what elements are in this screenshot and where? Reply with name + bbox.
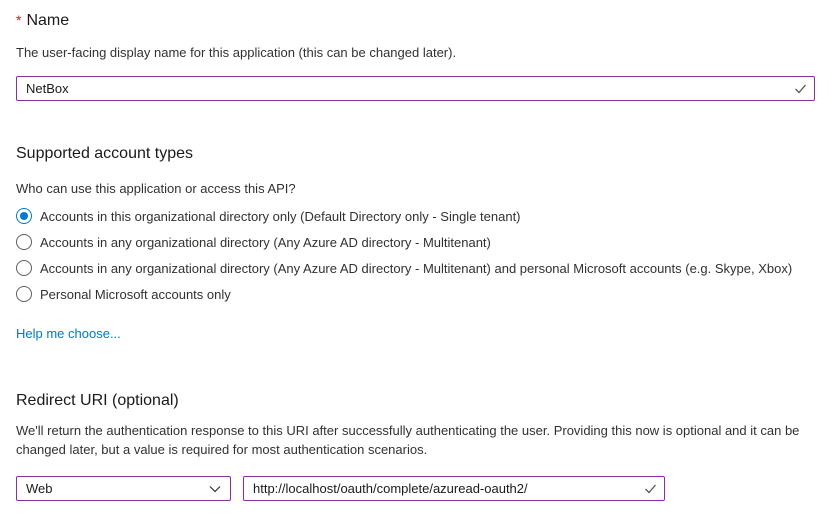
account-types-radio-group: [16, 203, 815, 307]
radio-option-label: Personal Microsoft accounts only: [40, 286, 231, 302]
radio-option-personal-only[interactable]: [16, 281, 815, 307]
radio-button-icon: [16, 234, 32, 250]
account-types-question: Who can use this application or access this API?: [16, 181, 296, 196]
name-input-wrap: [16, 76, 815, 101]
account-types-title: Supported account types: [16, 145, 194, 162]
redirect-uri-valid-check-icon: [644, 483, 657, 494]
radio-button-icon: [16, 286, 32, 302]
name-input[interactable]: [16, 76, 815, 101]
redirect-uri-title: Redirect URI (optional): [16, 392, 179, 409]
name-description: The user-facing display name for this application (this can be changed later).: [16, 45, 457, 60]
name-valid-check-icon: [794, 83, 807, 94]
radio-option-label: Accounts in any organizational directory (Any Azure AD directory - Multitenant) and personal Microsoft accounts (e.g. Skype, Xbox): [40, 260, 793, 276]
radio-option-single-tenant[interactable]: [16, 203, 815, 229]
radio-option-label: Accounts in this organizational directory only (Default Directory only - Single tenant): [40, 208, 521, 224]
radio-button-icon: [16, 208, 32, 224]
redirect-uri-description: We'll return the authentication response to this URI after successfully authenticating the user. Providing this now is optional and it can be changed later, but a value is required for most authentication scenarios.: [16, 423, 800, 457]
platform-dropdown-value: Web: [26, 481, 53, 496]
required-asterisk: *: [16, 12, 22, 28]
platform-dropdown[interactable]: [16, 476, 231, 501]
name-title-text: Name: [26, 12, 70, 29]
redirect-uri-input-wrap: [243, 476, 665, 501]
radio-option-multitenant-personal[interactable]: [16, 255, 815, 281]
radio-button-icon: [16, 260, 32, 276]
help-me-choose-link[interactable]: Help me choose...: [16, 326, 121, 341]
radio-option-multitenant[interactable]: [16, 229, 815, 255]
name-section-title: [16, 0, 815, 31]
radio-option-label: Accounts in any organizational directory (Any Azure AD directory - Multitenant): [40, 234, 491, 250]
redirect-uri-input[interactable]: [243, 476, 665, 501]
chevron-down-icon: [209, 480, 221, 498]
redirect-uri-controls: [16, 476, 815, 501]
